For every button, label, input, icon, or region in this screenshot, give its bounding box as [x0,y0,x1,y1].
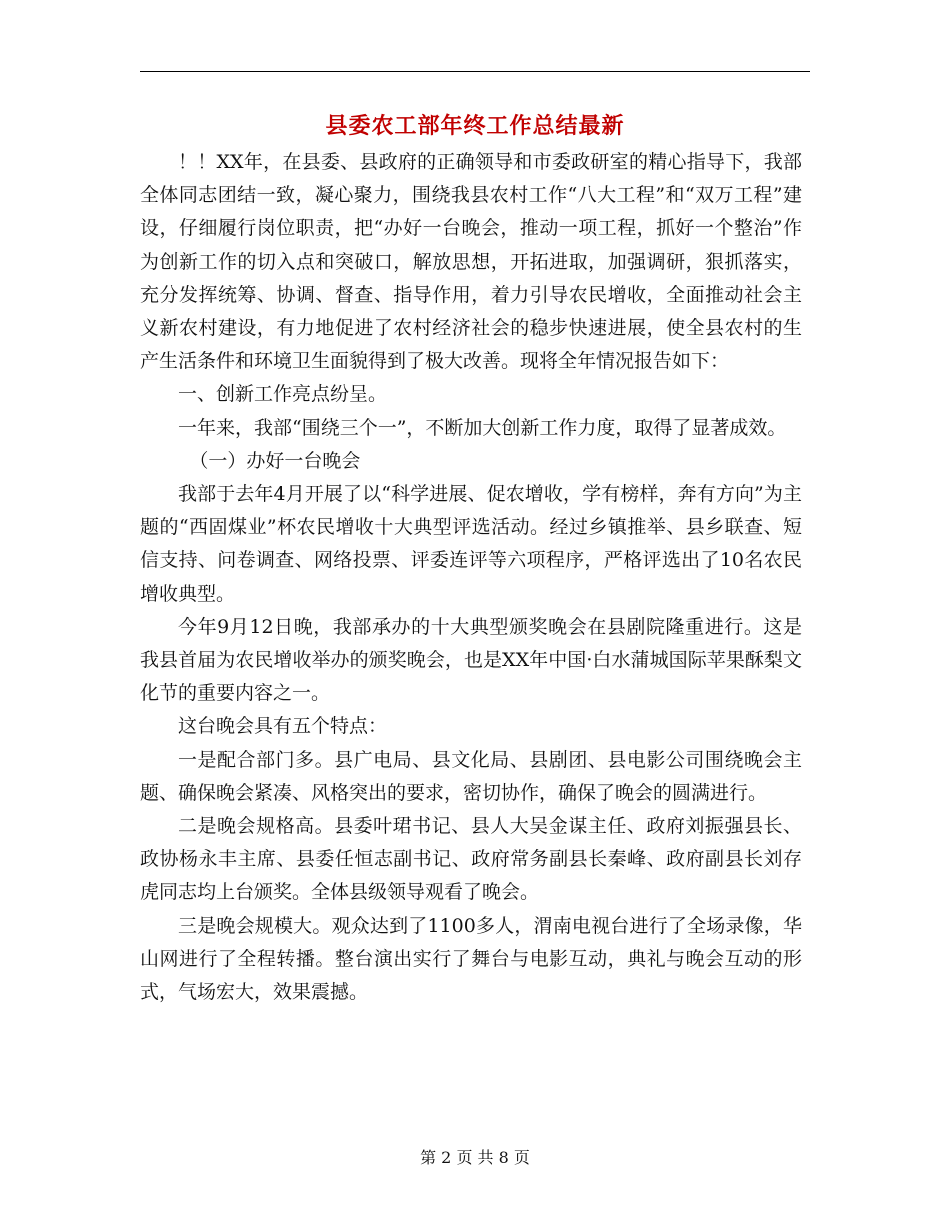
paragraph-innovation-summary: 一年来，我部“围绕三个一”，不断加大创新工作力度，取得了显著成效。 [178,416,787,439]
document-title: 县委农工部年终工作总结最新 [325,113,625,139]
paragraph-selection-activity: 我部于去年4月开展了以“科学进展、促农增收，学有榜样，奔有方向”为主题的“西固煤业”杯农民增收十大典型评选活动。经过乡镇推举、县乡联查、短信支持、问卷调查、网络投票、评委连评等六项程序，严格评选出了10名农民增收典型。 [140,483,802,605]
header-rule [140,71,810,72]
document-body [140,146,802,1009]
section-heading-innovation: 一、创新工作亮点纷呈。 [178,383,388,406]
subsection-heading-gala: （一）办好一台晚会 [189,449,361,472]
paragraph-gala-event: 今年9月12日晚，我部承办的十大典型颁奖晚会在县剧院隆重进行。这是我县首届为农民增收举办的颁奖晚会，也是XX年中国·白水蒲城国际苹果酥梨文化节的重要内容之一。 [140,615,802,705]
paragraph-gala-features-intro: 这台晚会具有五个特点： [178,715,388,738]
page-number-footer: 第 2 页 共 8 页 [420,1148,530,1167]
paragraph-intro: ！！XX年，在县委、县政府的正确领导和市委政研室的精心指导下，我部全体同志团结一致，凝心聚力，围绕我县农村工作“八大工程”和“双万工程”建设，仔细履行岗位职责，把“办好一台晚会，推动一项工程，抓好一个整治”作为创新工作的切入点和突破口，解放思想，开拓进取，加强调研，狠抓落实，充分发挥统筹、协调、督查、指导作用，着力引导农民增收，全面推动社会主义新农村建设，有力地促进了农村经济社会的稳步快速进展，使全县农村的生产生活条件和环境卫生面貌得到了极大改善。现将全年情况报告如下： [140,151,802,373]
paragraph-feature-three: 三是晚会规模大。观众达到了1100多人，渭南电视台进行了全场录像，华山网进行了全程转播。整台演出实行了舞台与电影互动，典礼与晚会互动的形式，气场宏大，效果震撼。 [140,914,802,1004]
paragraph-feature-one: 一是配合部门多。县广电局、县文化局、县剧团、县电影公司围绕晚会主题、确保晚会紧凑、风格突出的要求，密切协作，确保了晚会的圆满进行。 [140,748,802,804]
paragraph-feature-two: 二是晚会规格高。县委叶珺书记、县人大吴金谋主任、政府刘振强县长、政协杨永丰主席、县委任恒志副书记、政府常务副县长秦峰、政府副县长刘存虎同志均上台颁奖。全体县级领导观看了晚会。 [140,815,802,904]
